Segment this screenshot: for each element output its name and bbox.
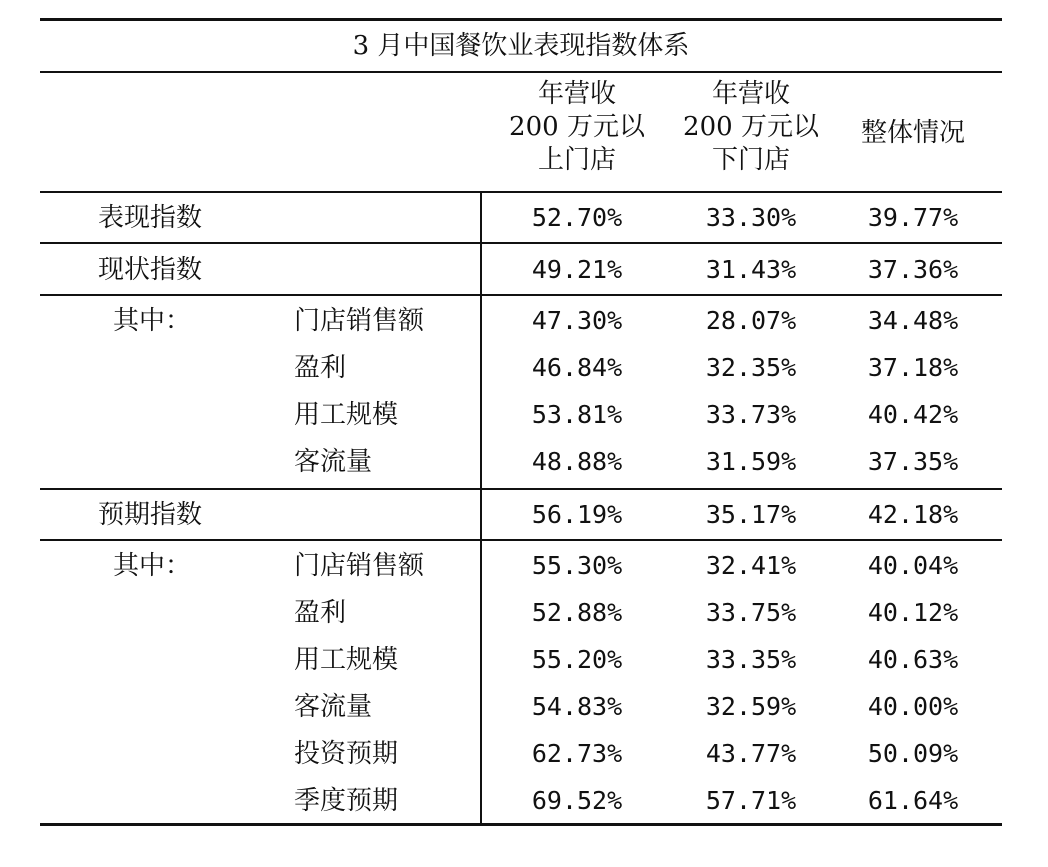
row-sub-label: 盈利 (294, 353, 347, 383)
value-cell: 42.18% (867, 500, 959, 529)
row-sub-label: 门店销售额 (294, 306, 425, 336)
value-cell: 47.30% (531, 306, 623, 335)
row-sub-label: 季度预期 (294, 786, 399, 816)
table-title: 3 月中国餐饮业表现指数体系 (352, 31, 690, 61)
value-cell: 40.12% (867, 598, 959, 627)
value-cell: 37.36% (867, 255, 959, 284)
value-cell: 49.21% (531, 255, 623, 284)
value-cell: 35.17% (705, 500, 797, 529)
row-sub-label: 投资预期 (294, 739, 399, 769)
value-cell: 40.63% (867, 645, 959, 674)
row-label: 表现指数 (98, 203, 203, 233)
row-rule (40, 294, 1002, 296)
value-cell: 62.73% (531, 739, 623, 768)
value-cell: 32.41% (705, 551, 797, 580)
value-cell: 55.30% (531, 551, 623, 580)
value-cell: 43.77% (705, 739, 797, 768)
value-cell: 69.52% (531, 786, 623, 815)
row-sub-label: 用工规模 (294, 400, 399, 430)
value-cell: 32.35% (705, 353, 797, 382)
row-group-label: 其中： (113, 306, 192, 336)
value-cell: 56.19% (531, 500, 623, 529)
value-cell: 39.77% (867, 203, 959, 232)
top-rule (40, 18, 1002, 21)
value-cell: 34.48% (867, 306, 959, 335)
value-cell: 31.43% (705, 255, 797, 284)
value-cell: 52.70% (531, 203, 623, 232)
header-rule (40, 191, 1002, 193)
value-cell: 37.35% (867, 447, 959, 476)
row-label: 现状指数 (98, 255, 203, 285)
value-cell: 52.88% (531, 598, 623, 627)
value-cell: 46.84% (531, 353, 623, 382)
row-sub-label: 客流量 (294, 447, 373, 477)
value-cell: 61.64% (867, 786, 959, 815)
column-header-overall (838, 117, 988, 150)
row-rule (40, 488, 1002, 490)
value-cell: 40.04% (867, 551, 959, 580)
title-rule (40, 71, 1002, 73)
header-line: 年营收 (537, 79, 616, 109)
row-sub-label: 客流量 (294, 692, 373, 722)
row-sub-label: 门店销售额 (294, 551, 425, 581)
row-label: 预期指数 (98, 500, 203, 530)
header-line: 200 万元以 (509, 112, 645, 142)
value-cell: 40.00% (867, 692, 959, 721)
value-cell: 57.71% (705, 786, 797, 815)
value-cell: 50.09% (867, 739, 959, 768)
header-line: 年营收 (711, 79, 790, 109)
row-group-label: 其中： (113, 551, 192, 581)
value-cell: 31.59% (705, 447, 797, 476)
value-cell: 48.88% (531, 447, 623, 476)
value-cell: 33.30% (705, 203, 797, 232)
value-cell: 33.75% (705, 598, 797, 627)
value-cell: 28.07% (705, 306, 797, 335)
row-sub-label: 盈利 (294, 598, 347, 628)
column-divider (480, 192, 482, 824)
column-header-above-200w (492, 78, 662, 177)
value-cell: 32.59% (705, 692, 797, 721)
value-cell: 33.35% (705, 645, 797, 674)
value-cell: 53.81% (531, 400, 623, 429)
value-cell: 37.18% (867, 353, 959, 382)
row-rule (40, 242, 1002, 244)
value-cell: 55.20% (531, 645, 623, 674)
header-line: 200 万元以 (683, 112, 819, 142)
value-cell: 33.73% (705, 400, 797, 429)
row-sub-label: 用工规模 (294, 645, 399, 675)
value-cell: 54.83% (531, 692, 623, 721)
header-line: 上门店 (537, 145, 616, 175)
row-rule (40, 539, 1002, 541)
column-header-below-200w (666, 78, 836, 177)
value-cell: 40.42% (867, 400, 959, 429)
bottom-rule (40, 823, 1002, 826)
header-line: 下门店 (711, 145, 790, 175)
header-line: 整体情况 (860, 118, 965, 148)
